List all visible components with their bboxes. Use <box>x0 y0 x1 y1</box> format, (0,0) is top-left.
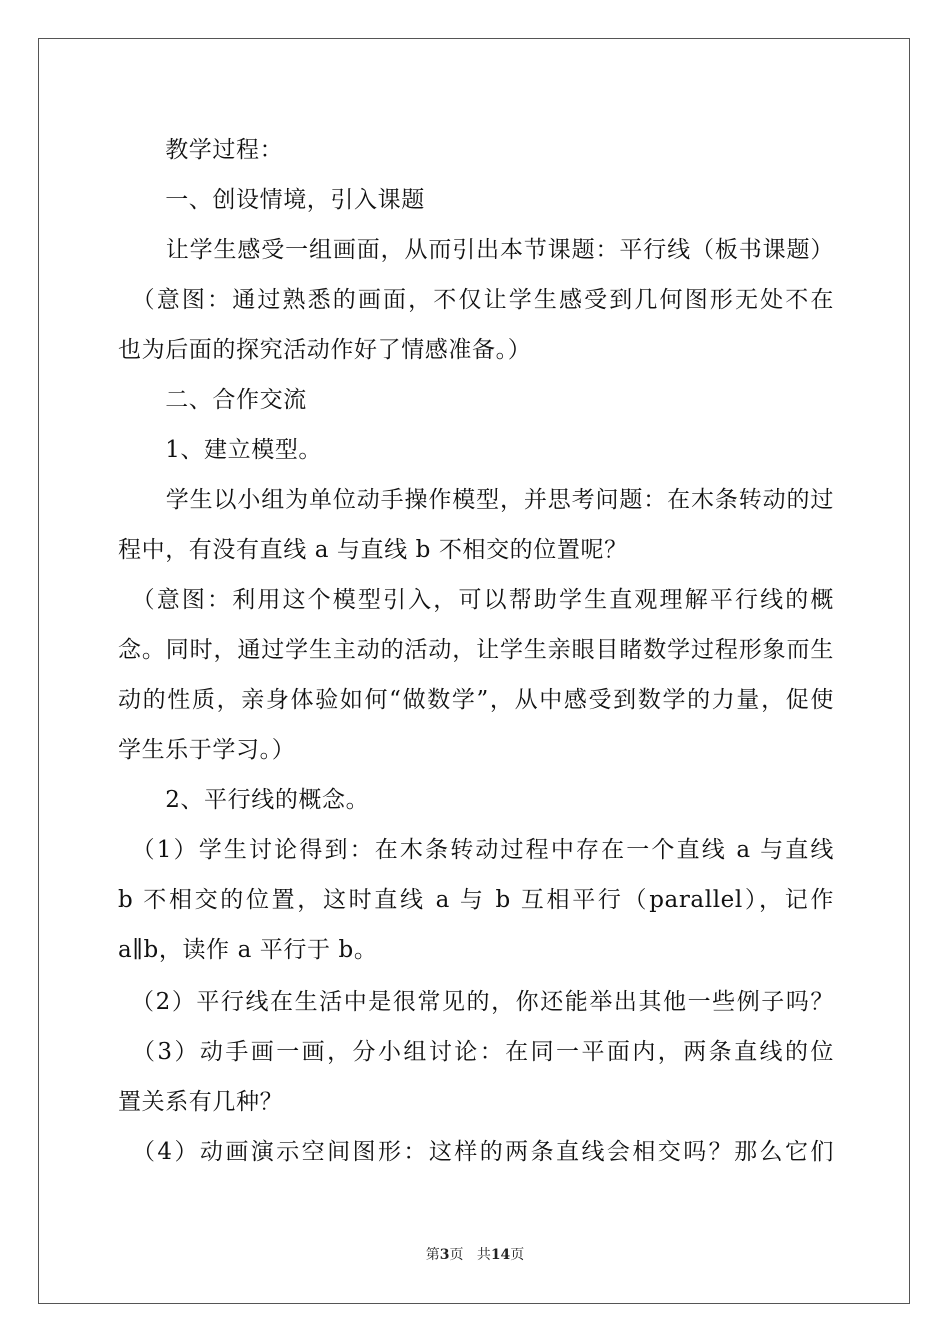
text-line: （3）动手画一画，分小组讨论：在同一平面内，两条直线的位 <box>118 1039 834 1065</box>
text-line: 也为后面的探究活动作好了情感准备。） <box>118 337 532 363</box>
text-line: 让学生感受一组画面，从而引出本节课题：平行线（板书课题） <box>118 237 834 263</box>
page-prefix: 第 <box>425 1247 440 1263</box>
text-line: 学生以小组为单位动手操作模型，并思考问题：在木条转动的过 <box>118 487 834 513</box>
text-line: （4）动画演示空间图形：这样的两条直线会相交吗？那么它们 <box>118 1139 834 1165</box>
text-line: 程中，有没有直线 a 与直线 b 不相交的位置呢？ <box>118 537 628 563</box>
text-line: （1）学生讨论得到：在木条转动过程中存在一个直线 a 与直线 <box>118 837 834 863</box>
text-line: 置关系有几种？ <box>118 1089 284 1115</box>
page-suffix: 页 <box>449 1247 464 1263</box>
text-line: b 不相交的位置，这时直线 a 与 b 互相平行（parallel），记作 <box>118 887 834 913</box>
page-footer <box>0 1245 950 1265</box>
page-number: 3 <box>439 1247 450 1263</box>
text-line: （意图：通过熟悉的画面，不仅让学生感受到几何图形无处不在 <box>118 287 834 313</box>
text-line: 念。同时，通过学生主动的活动，让学生亲眼目睹数学过程形象而生 <box>118 637 834 663</box>
subsection-heading: 1、建立模型。 <box>118 437 323 463</box>
text-line: 教学过程： <box>118 137 284 163</box>
text-line: a∥b，读作 a 平行于 b。 <box>118 937 378 963</box>
total-prefix: 共 <box>476 1247 491 1263</box>
text-line: 学生乐于学习。） <box>118 737 296 763</box>
section-heading: 二、合作交流 <box>118 387 307 413</box>
total-suffix: 页 <box>510 1247 525 1263</box>
text-line: 动的性质，亲身体验如何“做数学”，从中感受到数学的力量，促使 <box>118 687 834 713</box>
total-pages: 14 <box>490 1247 511 1263</box>
subsection-heading: 2、平行线的概念。 <box>118 787 370 813</box>
text-line: （意图：利用这个模型引入，可以帮助学生直观理解平行线的概 <box>118 587 834 613</box>
section-heading: 一、创设情境，引入课题 <box>118 187 425 213</box>
text-line: （2）平行线在生活中是很常见的，你还能举出其他一些例子吗？ <box>118 989 834 1015</box>
